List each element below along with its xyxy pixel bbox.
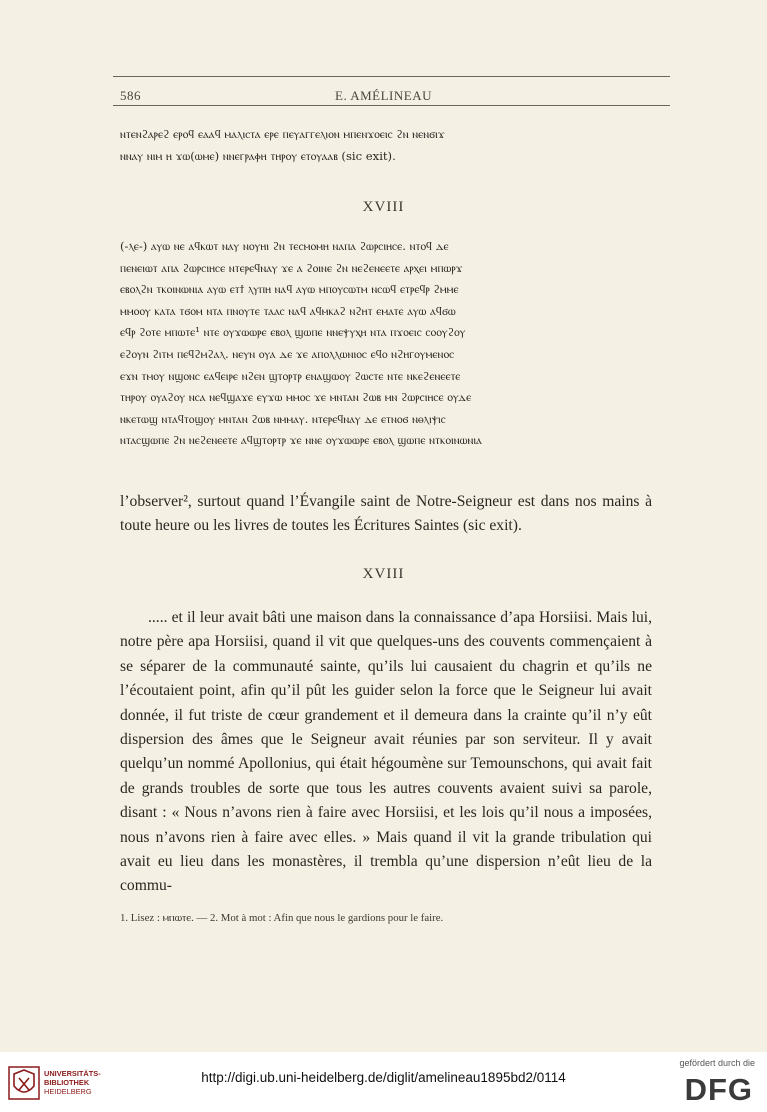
page-number: 586 (120, 88, 141, 103)
institution-line: HEIDELBERG (44, 1087, 92, 1096)
section-heading-french: XVIII (362, 566, 405, 582)
sponsor-caption: gefördert durch die (679, 1058, 755, 1068)
running-title: E. AMÉLINEAU (335, 88, 432, 103)
header-rule-top (113, 76, 670, 77)
coptic-line: ⲉⲃⲟⲗϩⲛ ⲧⲕⲟⲓⲛⲱⲛⲓⲁ ⲁⲩⲱ ⲉⲧϯ ⲗⲩⲡⲏ ⲛⲁϥ ⲁⲩⲱ ⲙⲡⲟⲩⲥⲱⲧⲙ ⲛⲥⲱϥ ⲉⲧⲣⲉϥⲣ ϩⲙⲙⲉ (120, 282, 459, 297)
coptic-line: ⲧⲏⲣⲟⲩ ⲟⲩⲁϩⲟⲩ ⲛⲥⲁ ⲛⲉϥϣⲁϫⲉ ⲉⲩϫⲱ ⲙⲙⲟⲥ ϫⲉ ⲙⲛⲧⲁⲛ ϩⲱⲃ ⲙⲛ ϩⲱⲣⲥⲓⲏⲥⲉ ⲟⲩⲇⲉ (120, 390, 472, 405)
coptic-line: ⲙⲙⲟⲟⲩ ⲕⲁⲧⲁ ⲧϭⲟⲙ ⲛⲧⲁ ⲡⲛⲟⲩⲧⲉ ⲧⲁⲁⲥ ⲛⲁϥ ⲁϥⲙⲕⲁϩ ⲛϩⲏⲧ ⲉⲙⲁⲧⲉ ⲁⲩⲱ ⲁϥϭⲱ (120, 303, 456, 318)
coptic-line: ⲉϥⲣ ϩⲟⲧⲉ ⲙⲡⲱⲧⲉ¹ ⲛⲧⲉ ⲟⲩϫⲱⲱⲣⲉ ⲉⲃⲟⲗ ϣⲱⲡⲉ ⲛⲛⲉⲯⲩⲭⲏ ⲛⲧⲁ ⲡϫⲟⲉⲓⲥ ⲥⲟⲟⲩϩⲟⲩ (120, 325, 466, 340)
coptic-intro-line: ⲛⲛⲁⲩ ⲛⲓⲙ ⲏ ϫⲱ(ⲱⲙⲉ) ⲛⲛⲉⲅⲣⲁⲫⲏ ⲧⲏⲣⲟⲩ ⲉⲧⲟⲩⲁⲁⲃ (sic exit). (120, 148, 396, 163)
section-heading-coptic: XVIII (362, 199, 405, 215)
french-intro-text: l’observer², surtout quand l’Évangile saint de Notre-Seigneur est dans nos mains à toute heure ou les livres de toutes les Écritures Saintes (sic exit). (120, 493, 652, 535)
french-intro (120, 490, 652, 539)
coptic-line: ⲛⲕⲉⲧⲱϣ ⲛⲧⲁϥⲧⲟϣⲟⲩ ⲙⲛⲧⲁⲛ ϩⲱⲃ ⲛⲙⲙⲁⲩ. ⲛⲧⲉⲣⲉϥⲛⲁⲩ ⲇⲉ ⲉⲧⲛⲟϭ ⲛⲑⲗⲓⲯⲓⲥ (120, 411, 446, 426)
coptic-line: ⲡⲉⲛⲉⲓⲱⲧ ⲁⲡⲁ ϩⲱⲣⲥⲓⲏⲥⲉ ⲛⲧⲉⲣⲉϥⲛⲁⲩ ϫⲉ ⲁ ϩⲟⲓⲛⲉ ϩⲛ ⲛⲉϩⲉⲛⲉⲉⲧⲉ ⲁⲣⲭⲉⲓ ⲙⲡⲱⲣϫ (120, 260, 463, 275)
french-body (120, 606, 652, 899)
institution-line: UNIVERSITÄTS- (44, 1069, 101, 1078)
source-url-link[interactable]: http://digi.ub.uni-heidelberg.de/diglit/amelineau1895bd2/0114 (201, 1070, 566, 1085)
coptic-line: ⲉϫⲛ ⲧⲙⲟⲩ ⲛϣⲟⲛⲥ ⲉⲁϥⲉⲓⲣⲉ ⲛϩⲉⲛ ϣⲧⲟⲣⲧⲣ ⲉⲛⲁϣⲱⲟⲩ ϩⲱⲥⲧⲉ ⲛⲧⲉ ⲛⲕⲉϩⲉⲛⲉⲉⲧⲉ (120, 368, 461, 383)
coptic-body (120, 236, 652, 452)
coptic-intro-line: ⲛⲧⲉⲛϩⲁⲣⲉϩ ⲉⲣⲟϥ ⲉⲁⲁϥ ⲙⲁⲗⲓⲥⲧⲁ ⲉⲣⲉ ⲡⲉⲩⲁⲅⲅⲉⲗⲓⲟⲛ ⲙⲡⲉⲛϫⲟⲉⲓⲥ ϩⲛ ⲛⲉⲛϭⲓϫ (120, 127, 445, 141)
footnote: 1. Lisez : ⲙⲡⲱⲧⲉ. — 2. Mot à mot : Afin que nous le gardions pour le faire. (120, 912, 444, 924)
digitization-footer (0, 1052, 767, 1112)
coptic-intro (120, 124, 652, 167)
header-rule-bottom (113, 105, 670, 106)
coptic-line: ⲛⲧⲁⲥϣⲱⲡⲉ ϩⲛ ⲛⲉϩⲉⲛⲉⲉⲧⲉ ⲁϥϣⲧⲟⲣⲧⲣ ϫⲉ ⲛⲛⲉ ⲟⲩϫⲱⲱⲣⲉ ⲉⲃⲟⲗ ϣⲱⲡⲉ ⲛⲧⲕⲟⲓⲛⲱⲛⲓⲁ (120, 433, 482, 448)
coptic-line: (-ⲗⲉ-) ⲁⲩⲱ ⲛⲉ ⲁϥⲕⲱⲧ ⲛⲁⲩ ⲛⲟⲩⲏⲓ ϩⲛ ⲧⲉⲥⲙⲟⲙⲏ ⲛⲁⲡⲁ ϩⲱⲣⲥⲓⲏⲥⲉ. ⲛⲧⲟϥ ⲇⲉ (120, 239, 449, 253)
french-paragraph: ..... et il leur avait bâti une maison dans la connaissance d’apa Horsiisi. Mais lui, notre père apa Horsiisi, quand il vit que quelques-uns des couvents commençaient à se séparer de la communauté sainte, qu’ils lui causaient du chagrin et qu’ils ne l’écoutaient point, afin qu’il pût les guider selon la force que le Seigneur lui avait donnée, il fut triste de cœur grandement et il demeura dans la crainte qu’il n’y eût dispersion des âmes que le Seigneur avait réunies par son serviteur. Il y avait quelqu’un nommé Apollonius, qui était hégoumène sur Temounschons, qui avait fait de grands troubles de sorte que tous les autres couvents avaient suivi sa parole, disant : « Nous n’avons rien à faire avec Horsiisi, et les lois qu’il nous a imposées, nous n’avons rien à faire avec elles. » Mais quand il vit la grande tribulation qui avait eu lieu dans les monastères, il trembla qu’une dispersion n’eût lieu de la commu- (120, 609, 652, 895)
institution-line: BIBLIOTHEK (44, 1078, 90, 1087)
dfg-logo: DFG (684, 1072, 753, 1107)
coptic-line: ⲉϩⲟⲩⲛ ϩⲓⲧⲙ ⲡⲉϥϩⲙϩⲁⲗ. ⲛⲉⲩⲛ ⲟⲩⲁ ⲇⲉ ϫⲉ ⲁⲡⲟⲗⲗⲱⲛⲓⲟⲥ ⲉϥⲟ ⲛϩⲏⲅⲟⲩⲙⲉⲛⲟⲥ (120, 346, 455, 361)
